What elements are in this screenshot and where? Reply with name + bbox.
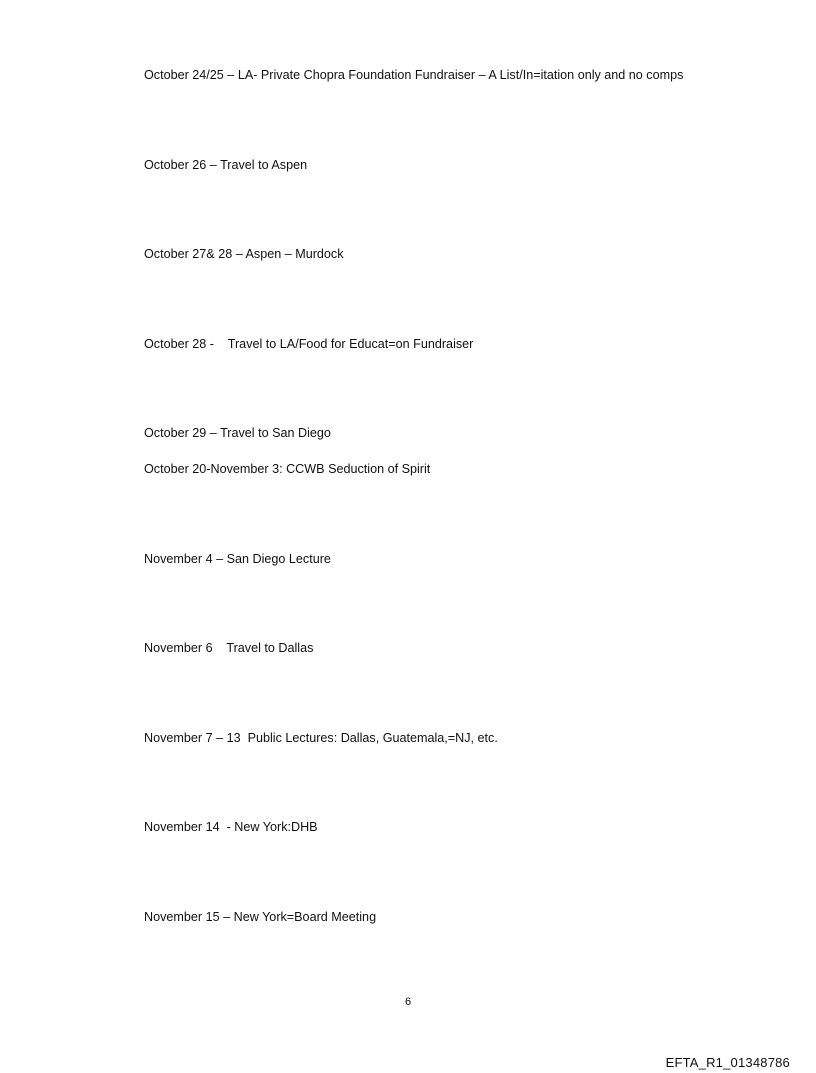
document-id: EFTA_R1_01348786 bbox=[665, 1055, 790, 1070]
schedule-entry: October 28 - Travel to LA/Food for Educat=on Fundraiser bbox=[144, 337, 474, 351]
schedule-entry: October 26 – Travel to Aspen bbox=[144, 158, 308, 172]
schedule-entry: October 29 – Travel to San Diego bbox=[144, 426, 331, 440]
schedule-entry: November 4 – San Diego Lecture bbox=[144, 552, 331, 566]
schedule-entry: November 14 - New York:DHB bbox=[144, 820, 318, 834]
schedule-entry: November 7 – 13 Public Lectures: Dallas, Guatemala,=NJ, etc. bbox=[144, 731, 498, 745]
schedule-entry: October 24/25 – LA- Private Chopra Foundation Fundraiser – A List/In=itation only and no comps bbox=[144, 68, 684, 82]
schedule-entry: October 27& 28 – Aspen – Murdock bbox=[144, 247, 344, 261]
schedule-entry: October 20-November 3: CCWB Seduction of Spirit bbox=[144, 462, 431, 476]
page-number: 6 bbox=[404, 996, 412, 1008]
schedule-entry: November 15 – New York=Board Meeting bbox=[144, 910, 377, 924]
schedule-entry: November 6 Travel to Dallas bbox=[144, 641, 314, 655]
